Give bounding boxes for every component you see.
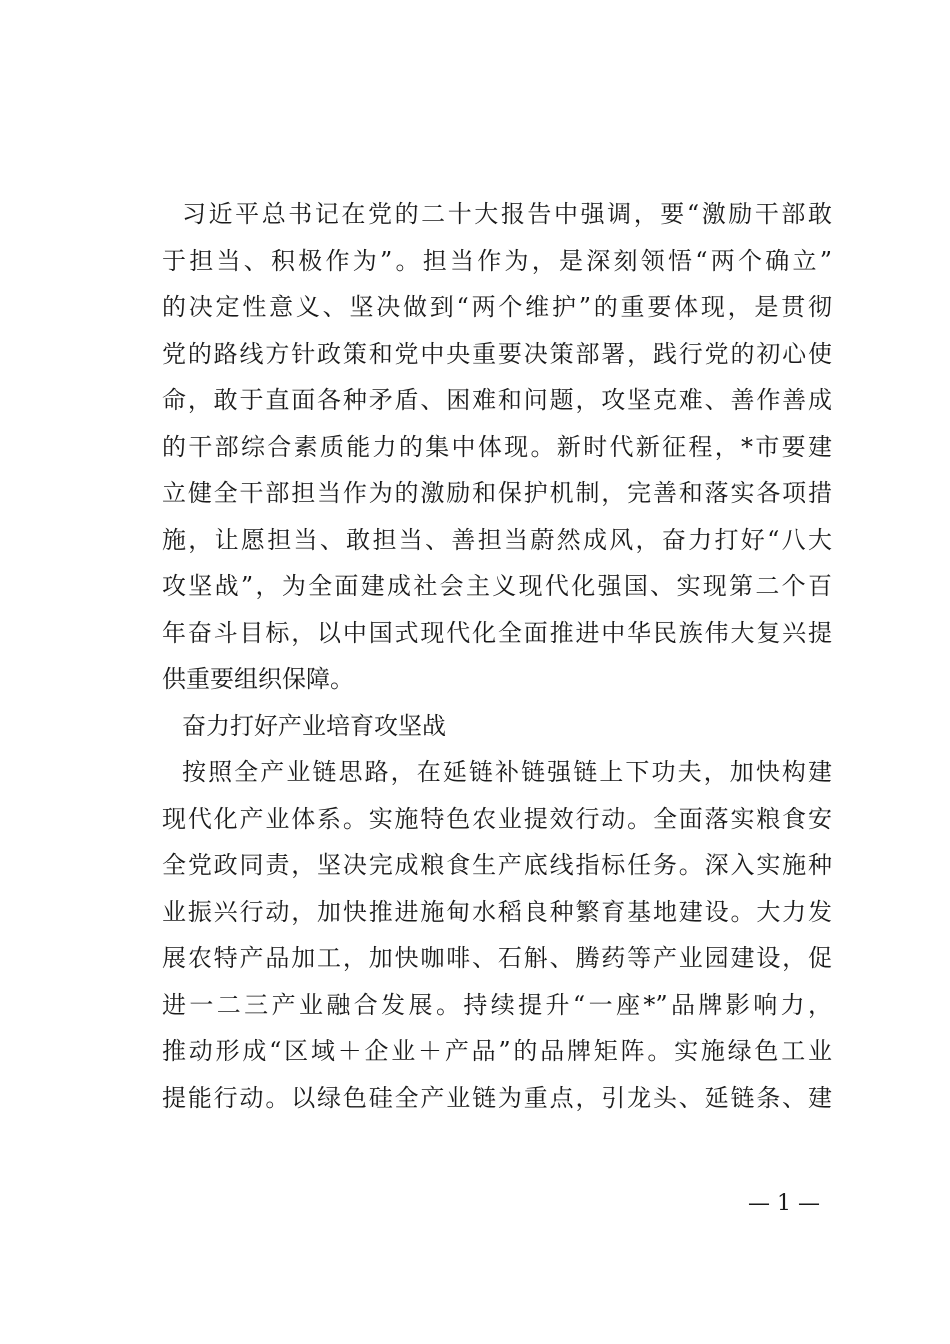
text-line: 命，敢于直面各种矛盾、困难和问题，攻坚克难、善作善成 — [162, 386, 832, 414]
text-line: 攻坚战”，为全面建成社会主义现代化强国、实现第二个百 — [162, 572, 832, 600]
paragraph-intro — [162, 191, 832, 703]
text-line: 年奋斗目标，以中国式现代化全面推进中华民族伟大复兴提 — [162, 618, 832, 647]
text-line: 全党政同责，坚决完成粮食生产底线指标任务。深入实施种 — [162, 851, 832, 879]
text-line: 按照全产业链思路，在延链补链强链上下功夫，加快构建 — [182, 758, 832, 786]
paragraph-industry — [162, 749, 832, 1121]
text-line: 施，让愿担当、敢担当、善担当蔚然成风，奋力打好“八大 — [162, 525, 832, 554]
text-line: 推动形成“区域＋企业＋产品”的品牌矩阵。实施绿色工业 — [162, 1037, 832, 1065]
text-line: 进一二三产业融合发展。持续提升“一座*”品牌影响力， — [162, 990, 832, 1019]
text-line: 提能行动。以绿色硅全产业链为重点，引龙头、延链条、建 — [162, 1083, 832, 1112]
text-line: 立健全干部担当作为的激励和保护机制，完善和落实各项措 — [162, 479, 832, 507]
text-line: 的干部综合素质能力的集中体现。新时代新征程，*市要建 — [162, 432, 832, 461]
document-body — [162, 191, 832, 1121]
text-line: 供重要组织保障。 — [162, 665, 354, 693]
text-line: 于担当、积极作为”。担当作为，是深刻领悟“两个确立” — [162, 246, 832, 275]
text-line: 现代化产业体系。实施特色农业提效行动。全面落实粮食安 — [162, 804, 832, 833]
text-line: 习近平总书记在党的二十大报告中强调，要“激励干部敢 — [182, 200, 832, 228]
text-line: 党的路线方针政策和党中央重要决策部署，践行党的初心使 — [162, 339, 832, 368]
text-line: 的决定性意义、坚决做到“两个维护”的重要体现，是贯彻 — [162, 293, 832, 321]
text-line: 展农特产品加工，加快咖啡、石斛、腾药等产业园建设，促 — [162, 944, 832, 972]
text-line: 业振兴行动，加快推进施甸水稻良种繁育基地建设。大力发 — [162, 897, 832, 926]
page-number: — 1 — — [748, 1191, 820, 1216]
section-heading: 奋力打好产业培育攻坚战 — [182, 711, 446, 740]
